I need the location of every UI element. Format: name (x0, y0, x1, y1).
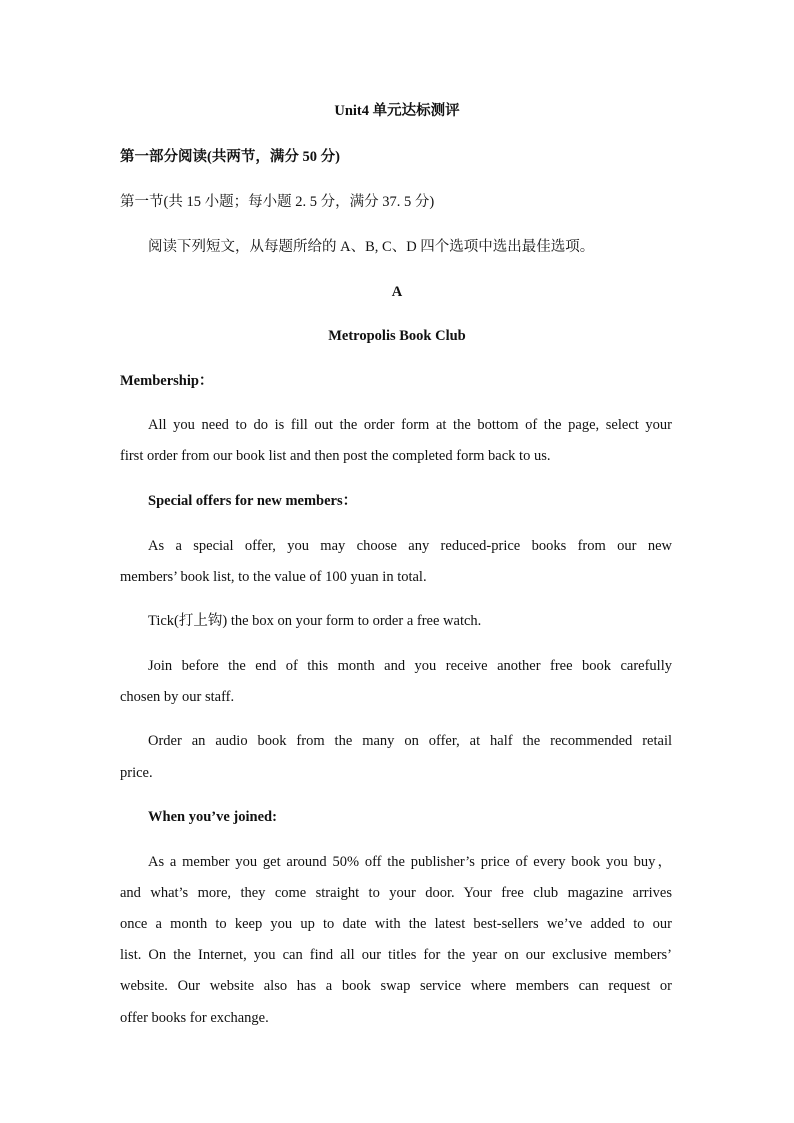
paragraph-line: As a member you get around 50% off the publisher’s price of every book you buy， (148, 854, 672, 870)
part-heading: 第一部分阅读(共两节，满分 50 分) (120, 149, 340, 165)
paragraph-line: first order from our book list and then post the completed form back to us. (120, 448, 551, 464)
joined-heading: When you’ve joined: (148, 809, 277, 825)
paragraph-line: and what’s more, they come straight to your door. Your free club magazine arrives (120, 885, 672, 901)
paragraph-line: Tick(打上钩) the box on your form to order a free watch. (148, 613, 482, 629)
paragraph-line: once a month to keep you up to date with the latest best-sellers we’ve added to our (120, 916, 672, 932)
passage-letter: A (391, 284, 403, 300)
document-title: Unit4 单元达标测评 (334, 103, 460, 119)
paragraph-line: offer books for exchange. (120, 1010, 269, 1026)
paragraph-line: All you need to do is fill out the order form at the bottom of the page, select your (148, 417, 672, 433)
passage-title: Metropolis Book Club (328, 328, 466, 344)
paragraph-line: Order an audio book from the many on offer, at half the recommended retail (148, 733, 672, 749)
paragraph-line: members’ book list, to the value of 100 yuan in total. (120, 569, 427, 585)
paragraph-line: website. Our website also has a book swap service where members can request or (120, 978, 672, 994)
instruction-text: 阅读下列短文，从每题所给的 A、B, C、D 四个选项中选出最佳选项。 (148, 239, 595, 255)
paragraph-line: price. (120, 765, 153, 781)
section-heading: 第一节(共 15 小题；每小题 2. 5 分，满分 37. 5 分) (120, 194, 435, 210)
paragraph-line: As a special offer, you may choose any reduced-price books from our new (148, 538, 672, 554)
special-offers-heading: Special offers for new members： (148, 493, 358, 509)
paragraph-line: list. On the Internet, you can find all our titles for the year on our exclusive members’ (120, 947, 672, 963)
paragraph-line: chosen by our staff. (120, 689, 235, 705)
paragraph-line: Join before the end of this month and you receive another free book carefully (148, 658, 672, 674)
membership-heading: Membership： (120, 373, 214, 389)
